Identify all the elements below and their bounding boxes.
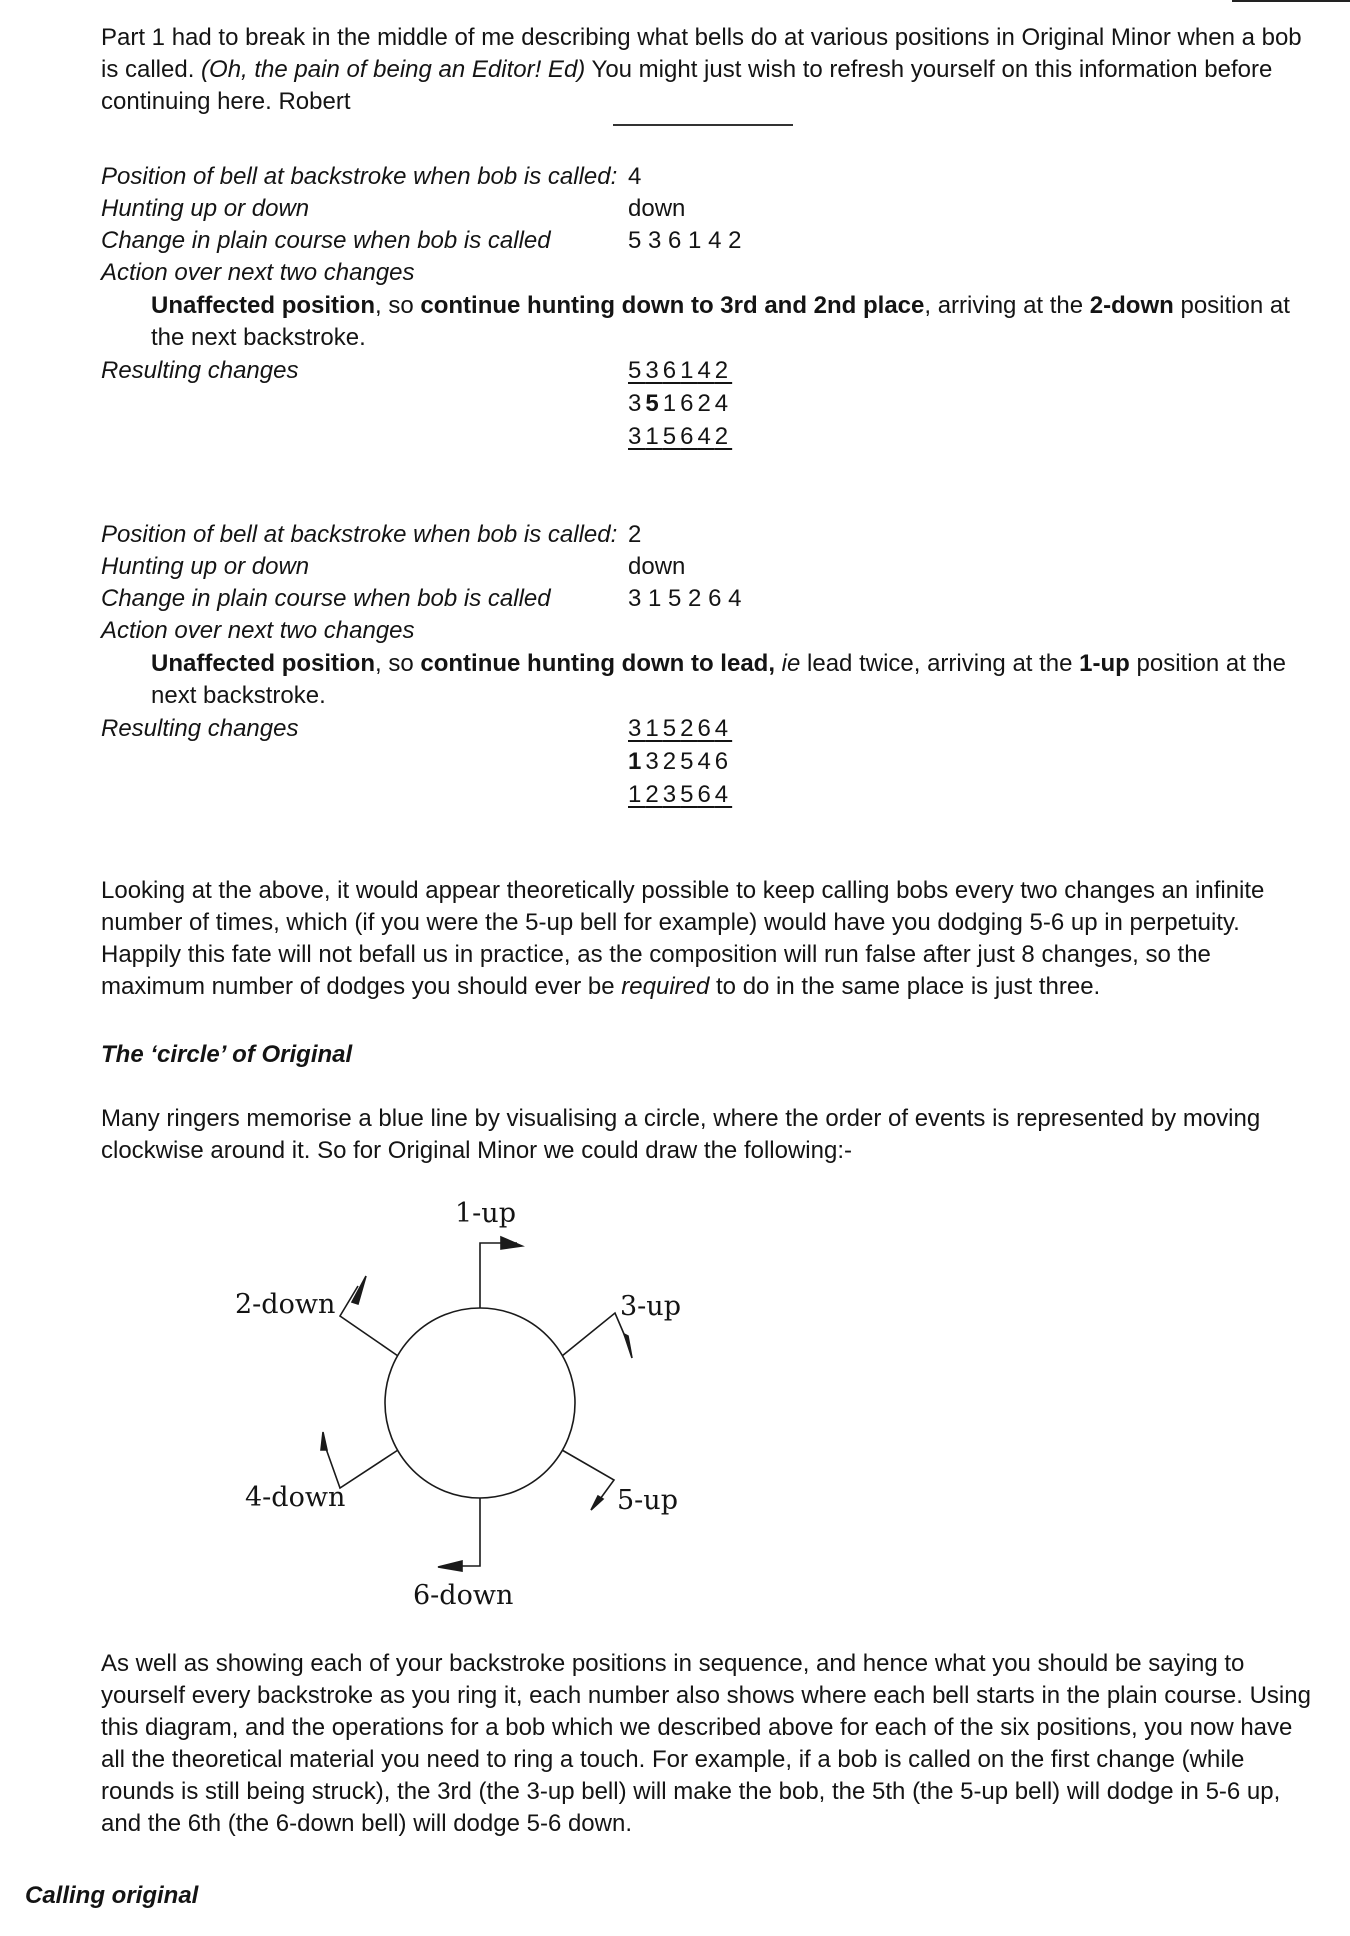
label-hunting: Hunting up or down (101, 553, 310, 580)
tick-2-down (340, 1286, 398, 1356)
explanation-paragraph: As well as showing each of your backstroke positions in sequence, and hence what you should be saying to yourself every backstroke as you ring it, each number also shows where each bell starts in the plain course. Using this diagram, and the operations for a bob which we described above for each of the six positions, you now have all the theoretical material you need to ring a touch. For example, if a bob is called on the first change (while rounds is still being struck), the 3rd (the 3-up bell) will make the bob, the 5th (the 5-up bell) will dodge in 5-6 up, and the 6th (the 6-down bell) will dodge 5-6 down. (101, 1650, 1311, 1837)
label-1-up: 1-up (455, 1198, 516, 1229)
case2-action: Unaffected position, so continue hunting down to lead, ie lead twice, arriving at the 1-up position at the next backstroke. (151, 650, 1286, 709)
case2-position: 2 (628, 521, 642, 548)
case2-hunting: down (628, 553, 686, 580)
analysis-paragraph: Looking at the above, it would appear theoretically possible to keep calling bobs every two changes an infinite number of times, which (if you were the 5-up bell for example) would have you dodging 5-6 up in perpetuity. Happily this fate will not befall us in practice, as the composition will run false after just 8 changes, so the maximum number of dodges you should ever be required to do in the same place is just three. (101, 877, 1265, 1000)
label-resulting: Resulting changes (101, 715, 299, 742)
case2-change: 3 1 5 2 6 4 (628, 585, 742, 612)
circle-diagram (200, 1188, 740, 1608)
label-change: Change in plain course when bob is called (101, 585, 551, 612)
label-6-down: 6-down (413, 1580, 514, 1608)
case1-row-2: 351624 (628, 390, 733, 417)
intro-text: Part 1 had to break in the middle of me describing what bells do at various positions in Original Minor when a bob is called. (101, 24, 1302, 83)
label-4-down: 4-down (245, 1482, 346, 1513)
arrowhead-4-down (321, 1432, 327, 1450)
label-position: Position of bell at backstroke when bob is called: (101, 521, 618, 548)
arrowhead-3-up (624, 1334, 632, 1358)
case2-row-1: 315264 (628, 715, 733, 742)
intro-paragraph (101, 22, 1319, 118)
tick-6-down (445, 1498, 480, 1566)
label-3-up: 3-up (620, 1291, 681, 1322)
section-divider (613, 124, 793, 126)
case1-hunting: down (628, 195, 686, 222)
arrowhead-5-up (591, 1496, 603, 1510)
position-circle (385, 1308, 575, 1498)
label-action: Action over next two changes (101, 259, 415, 286)
case1-position: 4 (628, 163, 642, 190)
case1-action: Unaffected position, so continue hunting down to 3rd and 2nd place, arriving at the 2-down position at the next backstroke. (151, 292, 1290, 351)
label-change: Change in plain course when bob is called (101, 227, 551, 254)
label-hunting: Hunting up or down (101, 195, 310, 222)
case1-change: 5 3 6 1 4 2 (628, 227, 742, 254)
circle-heading: The ‘circle’ of Original (101, 1041, 353, 1068)
circle-intro-paragraph: Many ringers memorise a blue line by visualising a circle, where the order of events is represented by moving clockwise around it. So for Original Minor we could draw the following:- (101, 1105, 1261, 1164)
label-resulting: Resulting changes (101, 357, 299, 384)
label-5-up: 5-up (617, 1485, 678, 1516)
case2-row-3: 123564 (628, 781, 733, 808)
label-2-down: 2-down (235, 1289, 336, 1320)
arrowhead-6-down (438, 1561, 462, 1571)
intro-text-continued: You might just wish to refresh yourself on this information before continuing here. Robert (101, 56, 1273, 115)
case1-row-1: 536142 (628, 357, 733, 384)
label-action: Action over next two changes (101, 617, 415, 644)
tick-1-up (480, 1243, 517, 1308)
case2-row-2: 132546 (628, 748, 733, 775)
arrowhead-2-down (352, 1276, 366, 1304)
arrowhead-1-up (501, 1237, 522, 1249)
calling-heading: Calling original (25, 1882, 199, 1909)
case1-row-3: 315642 (628, 423, 733, 450)
editor-aside: (Oh, the pain of being an Editor! Ed) (201, 56, 586, 83)
label-position: Position of bell at backstroke when bob is called: (101, 163, 618, 190)
tick-5-up (562, 1450, 614, 1506)
top-rule (1232, 0, 1350, 2)
